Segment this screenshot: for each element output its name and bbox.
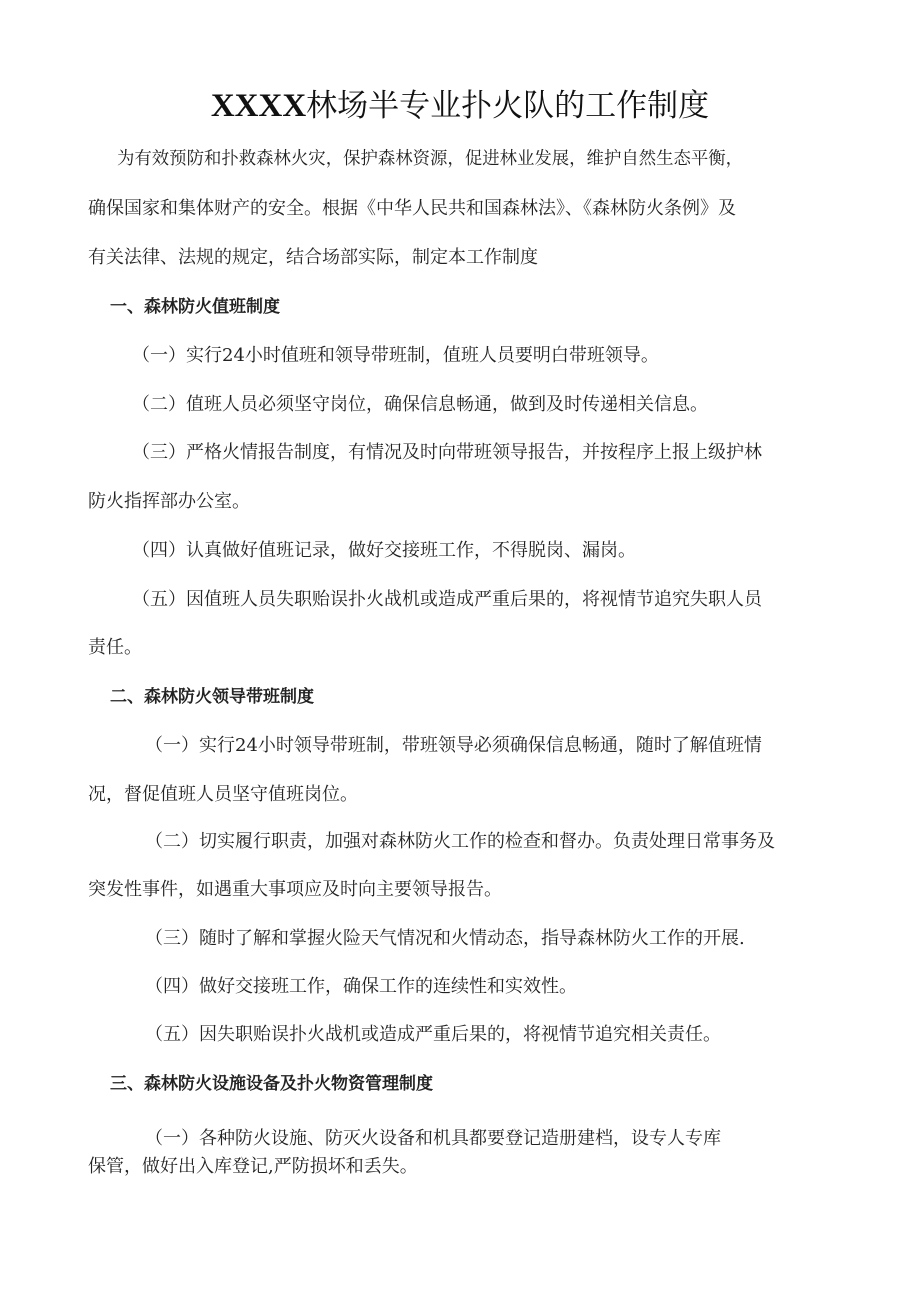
list-item: （二）切实履行职责，加强对森林防火工作的检查和督办。负责处理日常事务及 <box>145 831 775 852</box>
list-item: （三）严格火情报告制度，有情况及时向带班领导报告，并按程序上报上级护林 <box>132 442 762 463</box>
list-item-continuation: 防火指挥部办公室。 <box>88 491 250 512</box>
list-item: （一）各种防火设施、防灭火设备和机具都要登记造册建档，设专人专库 <box>145 1128 721 1149</box>
section-heading: 一、森林防火值班制度 <box>110 297 280 317</box>
list-item-continuation: 保管，做好出入库登记,严防损坏和丢失。 <box>88 1156 418 1177</box>
paragraph-line: 确保国家和集体财产的安全。根据《中华人民共和国森林法》、《森林防火条例》及 <box>88 198 736 219</box>
section-heading: 三、森林防火设施设备及扑火物资管理制度 <box>110 1074 433 1094</box>
paragraph-line: 为有效预防和扑救森林火灾，保护森林资源，促进林业发展，维护自然生态平衡， <box>117 149 744 169</box>
list-item: （三）随时了解和掌握火险天气情况和火情动态，指导森林防火工作的开展. <box>145 928 745 949</box>
list-item-continuation: 况，督促值班人员坚守值班岗位。 <box>88 784 358 805</box>
paragraph-line: 有关法律、法规的规定，结合场部实际，制定本工作制度 <box>88 247 538 268</box>
list-item: （四）做好交接班工作，确保工作的连续性和实效性。 <box>145 976 577 997</box>
list-item: （五）因失职贻误扑火战机或造成严重后果的，将视情节追究相关责任。 <box>145 1024 721 1045</box>
document-title <box>0 84 920 128</box>
list-item: （二）值班人员必须坚守岗位，确保信息畅通，做到及时传递相关信息。 <box>132 394 708 415</box>
list-item: （五）因值班人员失职贻误扑火战机或造成严重后果的，将视情节追究失职人员 <box>132 589 762 610</box>
list-item-continuation: 责任。 <box>88 637 142 658</box>
list-item: （一）实行24小时值班和领导带班制，值班人员要明白带班领导。 <box>132 345 659 366</box>
title-text: 林场半专业扑火队的工作制度 <box>306 88 710 124</box>
title-prefix: XXXX <box>210 88 307 124</box>
list-item: （四）认真做好值班记录，做好交接班工作，不得脱岗、漏岗。 <box>132 540 636 561</box>
list-item-continuation: 突发性事件，如遇重大事项应及时向主要领导报告。 <box>88 879 502 900</box>
section-heading: 二、森林防火领导带班制度 <box>110 687 314 707</box>
list-item: （一）实行24小时领导带班制，带班领导必须确保信息畅通，随时了解值班情 <box>145 735 762 756</box>
